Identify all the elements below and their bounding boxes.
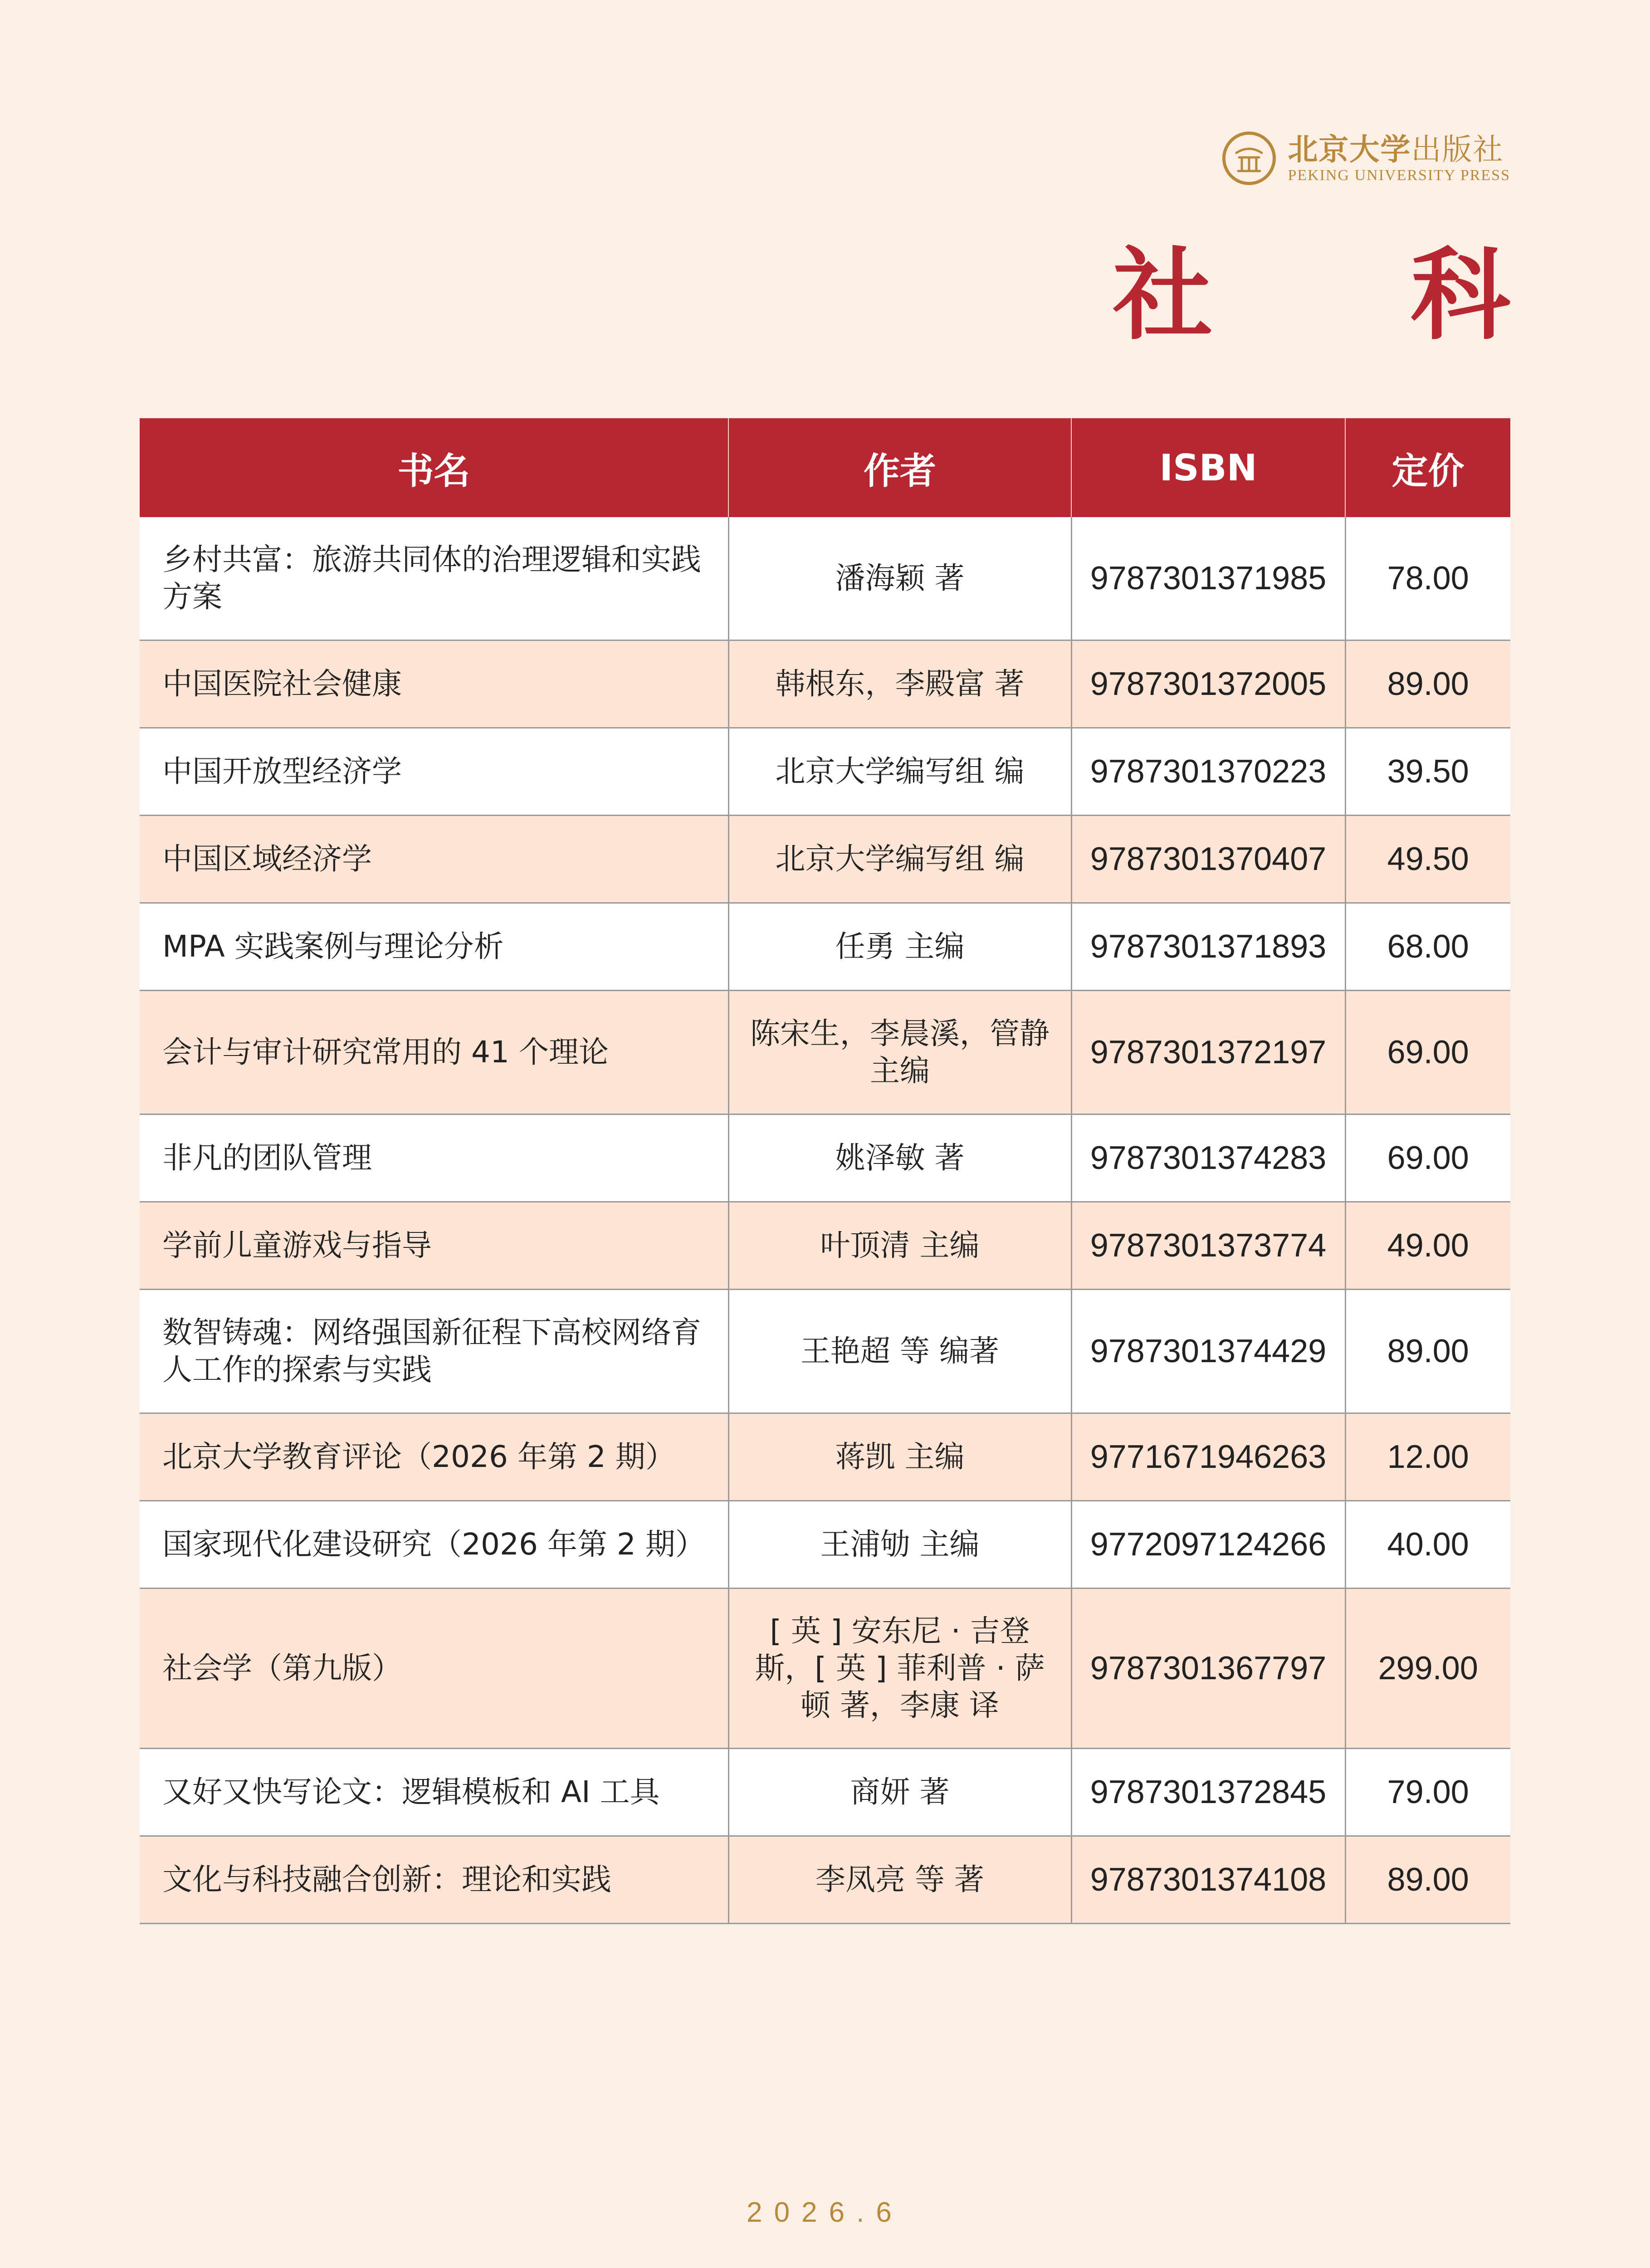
pku-seal-icon bbox=[1222, 132, 1276, 185]
book-author: 李凤亮 等 著 bbox=[728, 1836, 1071, 1924]
book-title: 数智铸魂：网络强国新征程下高校网络育人工作的探索与实践 bbox=[140, 1290, 728, 1413]
book-author: 姚泽敏 著 bbox=[728, 1114, 1071, 1202]
book-title: 社会学（第九版） bbox=[140, 1589, 728, 1749]
table-row bbox=[140, 1749, 1510, 1836]
table-row bbox=[140, 1501, 1510, 1589]
book-isbn: 9787301374283 bbox=[1071, 1114, 1345, 1202]
table-row bbox=[140, 517, 1510, 640]
table-header-row bbox=[140, 418, 1510, 517]
book-table bbox=[140, 418, 1510, 1924]
book-isbn: 9772097124266 bbox=[1071, 1501, 1345, 1589]
book-title: MPA 实践案例与理论分析 bbox=[140, 903, 728, 991]
book-author: 叶顶清 主编 bbox=[728, 1202, 1071, 1290]
header-title: 书名 bbox=[140, 418, 728, 517]
table-row bbox=[140, 991, 1510, 1114]
book-author: 潘海颖 著 bbox=[728, 517, 1071, 640]
book-author: 韩根东，李殿富 著 bbox=[728, 640, 1071, 728]
table-row bbox=[140, 1413, 1510, 1501]
table-row bbox=[140, 816, 1510, 903]
book-title: 文化与科技融合创新：理论和实践 bbox=[140, 1836, 728, 1924]
book-price: 69.00 bbox=[1345, 991, 1510, 1114]
book-author: [ 英 ] 安东尼 · 吉登斯，[ 英 ] 菲利普 · 萨顿 著，李康 译 bbox=[728, 1589, 1071, 1749]
book-price: 78.00 bbox=[1345, 517, 1510, 640]
book-isbn: 9787301372845 bbox=[1071, 1749, 1345, 1836]
book-price: 40.00 bbox=[1345, 1501, 1510, 1589]
book-author: 陈宋生，李晨溪，管静 主编 bbox=[728, 991, 1071, 1114]
book-price: 49.00 bbox=[1345, 1202, 1510, 1290]
book-author: 王浦劬 主编 bbox=[728, 1501, 1071, 1589]
book-price: 12.00 bbox=[1345, 1413, 1510, 1501]
book-title: 学前儿童游戏与指导 bbox=[140, 1202, 728, 1290]
book-isbn: 9787301370407 bbox=[1071, 816, 1345, 903]
table-row bbox=[140, 1589, 1510, 1749]
book-price: 49.50 bbox=[1345, 816, 1510, 903]
book-author: 北京大学编写组 编 bbox=[728, 728, 1071, 816]
book-isbn: 9787301372197 bbox=[1071, 991, 1345, 1114]
book-title: 非凡的团队管理 bbox=[140, 1114, 728, 1202]
book-price: 69.00 bbox=[1345, 1114, 1510, 1202]
book-price: 89.00 bbox=[1345, 640, 1510, 728]
book-price: 89.00 bbox=[1345, 1836, 1510, 1924]
book-isbn: 9787301371893 bbox=[1071, 903, 1345, 991]
header-price: 定价 bbox=[1345, 418, 1510, 517]
header-isbn: ISBN bbox=[1071, 418, 1345, 517]
book-isbn: 9787301374108 bbox=[1071, 1836, 1345, 1924]
book-isbn: 9787301372005 bbox=[1071, 640, 1345, 728]
publisher-logo bbox=[1222, 132, 1510, 185]
table-row bbox=[140, 1202, 1510, 1290]
header-author: 作者 bbox=[728, 418, 1071, 517]
book-title: 北京大学教育评论（2026 年第 2 期） bbox=[140, 1413, 728, 1501]
book-author: 蒋凯 主编 bbox=[728, 1413, 1071, 1501]
book-isbn: 9787301370223 bbox=[1071, 728, 1345, 816]
book-isbn: 9787301367797 bbox=[1071, 1589, 1345, 1749]
table-row bbox=[140, 640, 1510, 728]
book-title: 中国开放型经济学 bbox=[140, 728, 728, 816]
book-price: 39.50 bbox=[1345, 728, 1510, 816]
section-title: 社 科 bbox=[1113, 236, 1592, 353]
book-title: 乡村共富：旅游共同体的治理逻辑和实践方案 bbox=[140, 517, 728, 640]
book-price: 89.00 bbox=[1345, 1290, 1510, 1413]
footer-date: 2026.6 bbox=[747, 2197, 903, 2228]
book-author: 北京大学编写组 编 bbox=[728, 816, 1071, 903]
book-title: 中国区域经济学 bbox=[140, 816, 728, 903]
publisher-name-en: PEKING UNIVERSITY PRESS bbox=[1288, 166, 1510, 184]
book-author: 任勇 主编 bbox=[728, 903, 1071, 991]
book-isbn: 9787301373774 bbox=[1071, 1202, 1345, 1290]
book-title: 会计与审计研究常用的 41 个理论 bbox=[140, 991, 728, 1114]
book-price: 68.00 bbox=[1345, 903, 1510, 991]
book-price: 79.00 bbox=[1345, 1749, 1510, 1836]
table-row bbox=[140, 1836, 1510, 1924]
table-row bbox=[140, 728, 1510, 816]
book-isbn: 9787301374429 bbox=[1071, 1290, 1345, 1413]
book-isbn: 9787301371985 bbox=[1071, 517, 1345, 640]
publisher-name-cn: 北京大学出版社 bbox=[1288, 131, 1504, 167]
table-row bbox=[140, 1290, 1510, 1413]
book-author: 王艳超 等 编著 bbox=[728, 1290, 1071, 1413]
book-title: 又好又快写论文：逻辑模板和 AI 工具 bbox=[140, 1749, 728, 1836]
book-price: 299.00 bbox=[1345, 1589, 1510, 1749]
book-author: 商妍 著 bbox=[728, 1749, 1071, 1836]
table-row bbox=[140, 1114, 1510, 1202]
book-title: 国家现代化建设研究（2026 年第 2 期） bbox=[140, 1501, 728, 1589]
book-title: 中国医院社会健康 bbox=[140, 640, 728, 728]
table-row bbox=[140, 903, 1510, 991]
book-isbn: 9771671946263 bbox=[1071, 1413, 1345, 1501]
